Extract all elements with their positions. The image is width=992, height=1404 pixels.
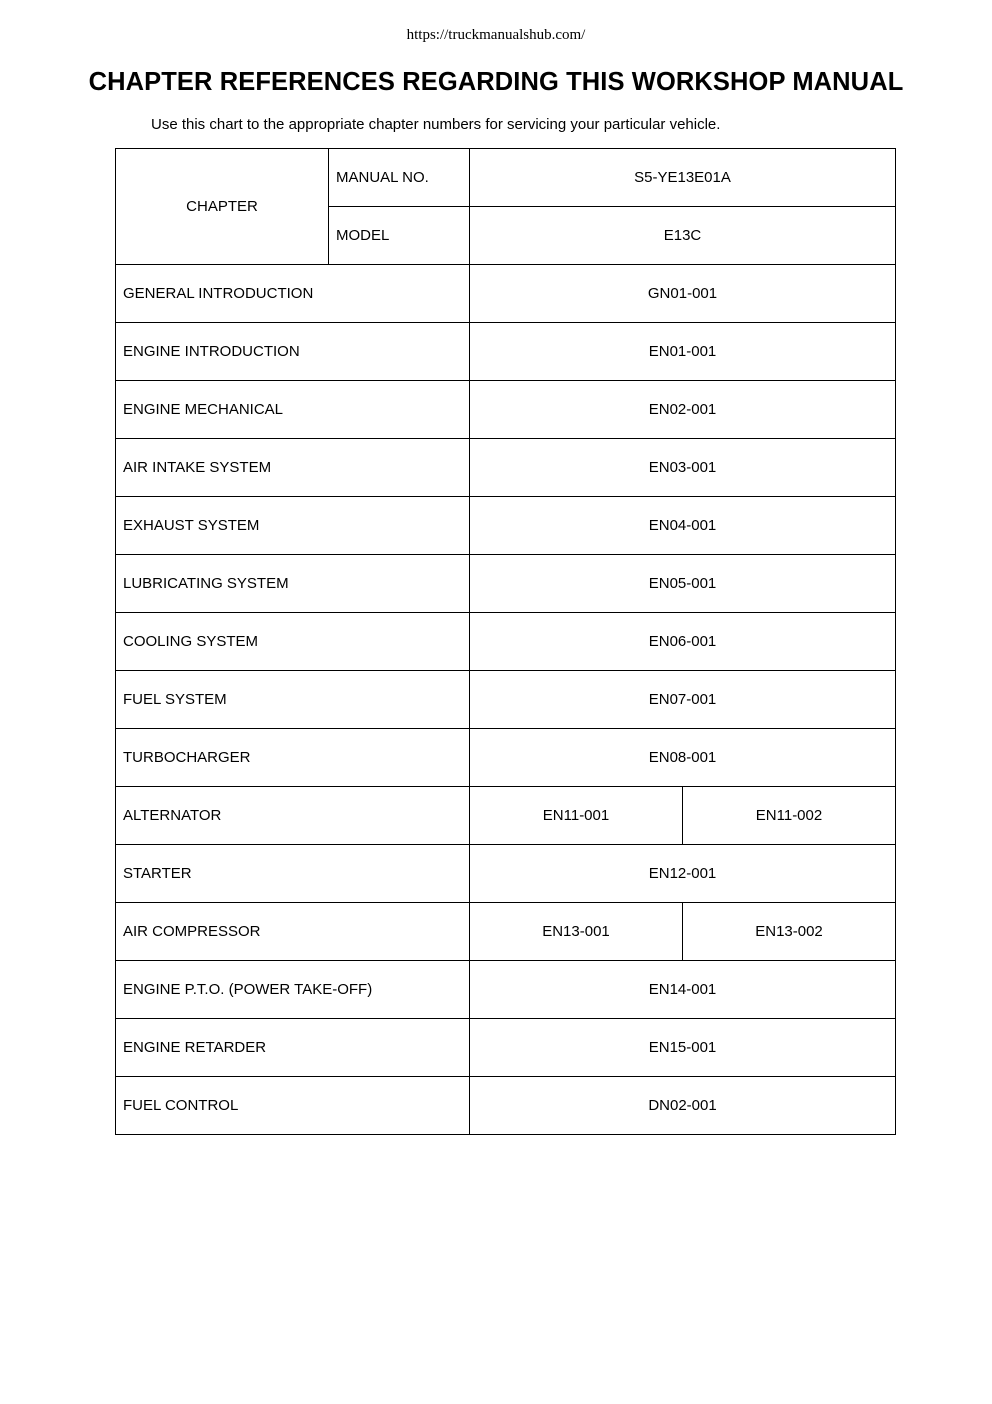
chapter-code-cell: EN07-001 <box>470 671 896 729</box>
chapter-reference-table <box>115 148 896 1135</box>
table-row <box>116 787 896 845</box>
chapter-name-cell: ENGINE RETARDER <box>116 1019 470 1077</box>
chapter-code-cell: EN01-001 <box>470 323 896 381</box>
chapter-name-cell: AIR COMPRESSOR <box>116 903 470 961</box>
chapter-code-cell: EN12-001 <box>470 845 896 903</box>
table-row <box>116 961 896 1019</box>
chapter-name-cell: ENGINE INTRODUCTION <box>116 323 470 381</box>
manual-no-label: MANUAL NO. <box>329 149 470 207</box>
chapter-code-cell: EN04-001 <box>470 497 896 555</box>
chapter-code-cell: GN01-001 <box>470 265 896 323</box>
source-url: https://truckmanualshub.com/ <box>406 27 586 43</box>
chapter-name-cell: TURBOCHARGER <box>116 729 470 787</box>
table-row <box>116 1019 896 1077</box>
chapter-code-cell: EN11-001 <box>470 787 683 845</box>
chapter-name-cell: COOLING SYSTEM <box>116 613 470 671</box>
table-row <box>116 613 896 671</box>
chapter-name-cell: GENERAL INTRODUCTION <box>116 265 470 323</box>
table-row <box>116 555 896 613</box>
table-header-row <box>116 149 896 207</box>
chapter-name-cell: ENGINE MECHANICAL <box>116 381 470 439</box>
chapter-code-cell: EN11-002 <box>683 787 896 845</box>
table-body <box>116 149 896 1135</box>
table-row <box>116 903 896 961</box>
table-row <box>116 671 896 729</box>
table-row <box>116 265 896 323</box>
chapter-header-cell: CHAPTER <box>116 149 329 265</box>
table-row <box>116 1077 896 1135</box>
chapter-code-cell: EN13-001 <box>470 903 683 961</box>
intro-text: Use this chart to the appropriate chapter numbers for servicing your particular vehicle. <box>151 116 721 133</box>
chapter-code-cell: EN02-001 <box>470 381 896 439</box>
chapter-code-cell: EN06-001 <box>470 613 896 671</box>
chapter-code-cell: EN14-001 <box>470 961 896 1019</box>
manual-no-value: S5-YE13E01A <box>470 149 896 207</box>
table-row <box>116 381 896 439</box>
table-row <box>116 323 896 381</box>
chapter-code-cell: EN08-001 <box>470 729 896 787</box>
chapter-name-cell: STARTER <box>116 845 470 903</box>
chapter-name-cell: LUBRICATING SYSTEM <box>116 555 470 613</box>
model-value: E13C <box>470 207 896 265</box>
chapter-name-cell: FUEL CONTROL <box>116 1077 470 1135</box>
table-row <box>116 497 896 555</box>
model-label: MODEL <box>329 207 470 265</box>
chapter-name-cell: ALTERNATOR <box>116 787 470 845</box>
chapter-code-cell: DN02-001 <box>470 1077 896 1135</box>
table-row <box>116 845 896 903</box>
chapter-code-cell: EN05-001 <box>470 555 896 613</box>
chapter-code-cell: EN15-001 <box>470 1019 896 1077</box>
page-title: CHAPTER REFERENCES REGARDING THIS WORKSHOP MANUAL <box>88 68 904 96</box>
chapter-name-cell: AIR INTAKE SYSTEM <box>116 439 470 497</box>
chapter-name-cell: ENGINE P.T.O. (POWER TAKE-OFF) <box>116 961 470 1019</box>
chapter-name-cell: EXHAUST SYSTEM <box>116 497 470 555</box>
table-row <box>116 439 896 497</box>
chapter-name-cell: FUEL SYSTEM <box>116 671 470 729</box>
table-row <box>116 729 896 787</box>
chapter-code-cell: EN03-001 <box>470 439 896 497</box>
chapter-code-cell: EN13-002 <box>683 903 896 961</box>
